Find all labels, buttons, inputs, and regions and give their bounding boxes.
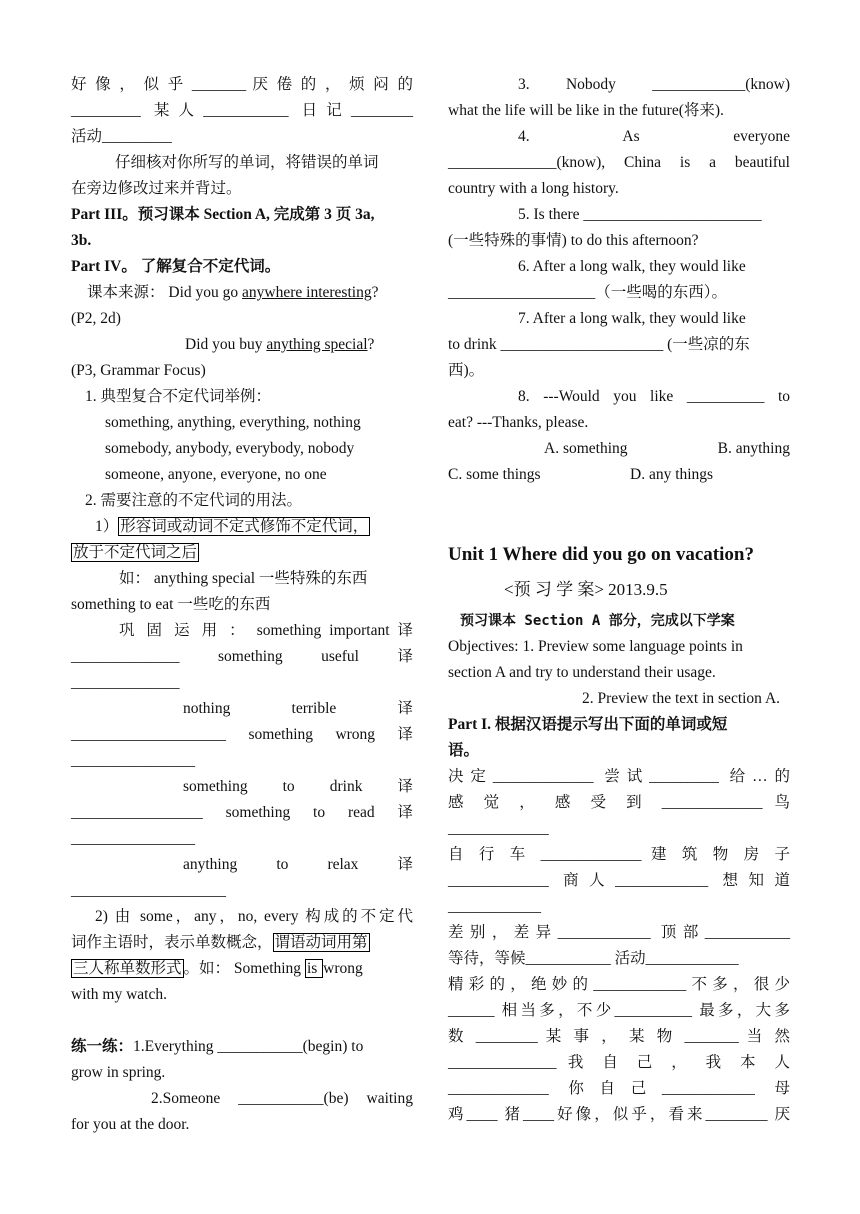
vocab-line: 数 ________ 某 事 ， 某 物 _______ 当 然 [448, 1028, 790, 1045]
example-line: something, anything, everything, nothing [105, 414, 361, 431]
practice-line: 巩 固 运 用 ： something important 译 [119, 622, 413, 639]
boxed-text: 放于不定代词之后 [73, 544, 198, 561]
drill-2-cont: for you at the door. [71, 1116, 190, 1133]
question-6: 6. After a long walk, they would like [518, 258, 746, 275]
vocab-line: _____________ 你自己____________ 母 [448, 1080, 790, 1097]
vocab-line: _____________ 商人____________ 想知道 [448, 872, 790, 889]
objectives-line: Objectives: 1. Preview some language points in [448, 638, 743, 655]
objectives-line: section A and try to understand their usage. [448, 664, 716, 681]
source-line-1: 课本来源： Did you go anywhere interesting? [87, 284, 379, 301]
part-iv-heading: Part IV。 了解复合不定代词。 [71, 258, 281, 275]
rule-1-cont [71, 540, 413, 566]
vocab-line: 自 行 车 _____________ 建 筑 物 房 子 [448, 846, 790, 863]
unit-title: Unit 1 Where did you go on vacation? [448, 544, 754, 565]
drill-1: 练一练：1.Everything ___________(begin) to [71, 1038, 364, 1055]
question-6-cont: ___________________（一些喝的东西）。 [448, 284, 728, 301]
question-7-cont: to drink _____________________ (一些凉的东 [448, 336, 750, 353]
question-4: 4. As everyone [518, 128, 790, 145]
note-title: 2. 需要注意的不定代词的用法。 [85, 492, 303, 509]
practice-line: ______________ [71, 674, 180, 691]
rule-1: 1） 形容词或动词不定式修饰不定代词， [95, 518, 369, 535]
question-4-cont: country with a long history. [448, 180, 619, 197]
right-column [448, 72, 790, 1128]
left-column [71, 72, 413, 1138]
practice-line: nothing terrible 译 [183, 700, 413, 717]
example-eg: 如： anything special 一些特殊的东西 [119, 570, 368, 587]
practice-line: ______________ something useful 译 [71, 648, 413, 665]
text-line: 活动_________ [71, 128, 172, 145]
vocab-line: 鸡____ 猪____好像，似乎，看来________ 厌 [448, 1106, 790, 1123]
example-title: 1. 典型复合不定代词举例： [85, 388, 272, 405]
instruction-line: 仔细核对你所写的单词，将错误的单词 [115, 154, 379, 171]
source-ref-2: (P3, Grammar Focus) [71, 362, 206, 379]
vocab-line: _____________ [448, 820, 549, 837]
practice-line: ________________ [71, 830, 195, 847]
instruction-heading: 预习课本 Section A 部分，完成以下学案 [460, 613, 735, 629]
vocab-line: 等待，等候___________ 活动____________ [448, 950, 739, 967]
rule-2-cont: 三人称单数形式 。如： Something is wrong [73, 960, 363, 977]
option-a: A. something [544, 440, 628, 457]
practice-line: something to drink 译 [183, 778, 413, 795]
vocab-line: 决定_____________ 尝试_________ 给…的 [448, 768, 790, 785]
practice-line: _________________ something to read 译 [71, 804, 413, 821]
question-8-cont: eat? ---Thanks, please. [448, 414, 589, 431]
practice-line: ____________________ [71, 882, 226, 899]
boxed-text: 谓语动词用第 [274, 934, 368, 951]
part-i-heading-cont: 语。 [448, 742, 480, 759]
text-line: _________ 某人___________ 日记________ [71, 102, 413, 119]
vocab-line: ____________ [448, 898, 541, 915]
part-i-heading: Part I. 根据汉语提示写出下面的单词或短 [448, 716, 728, 733]
question-3-cont: what the life will be like in the future(将来). [448, 102, 724, 119]
question-7: 7. After a long walk, they would like [518, 310, 746, 327]
question-8-options [448, 462, 790, 488]
drill-2: 2.Someone ___________(be) waiting [151, 1090, 413, 1107]
vocab-line: 差别，差异____________ 顶部___________ [448, 924, 790, 941]
part-iii-heading: Part III。预习课本 Section A, 完成第 3 页 3a, [71, 206, 375, 223]
source-line-2: Did you buy anything special? [185, 336, 375, 353]
text-line: 好 像 ， 似 乎 _______ 厌 倦 的 ， 烦 闷 的 [71, 76, 413, 93]
practice-line: anything to relax 译 [183, 856, 413, 873]
rule-2: 2) 由 some，any，no, every 构成的不定代 [95, 908, 413, 925]
boxed-text: is [306, 960, 322, 977]
rule-2-cont: with my watch. [71, 986, 167, 1003]
part-iii-heading-cont: 3b. [71, 232, 92, 249]
drill-1-cont: grow in spring. [71, 1064, 166, 1081]
sub-title: <预 习 学 案> 2013.9.5 [504, 580, 668, 599]
question-3: 3. Nobody ____________(know) [518, 76, 790, 93]
option-c: C. some things [448, 466, 541, 483]
question-7-cont: 西)。 [448, 362, 485, 379]
vocab-line: 感 觉 ， 感 受 到 _____________ 鸟 [448, 794, 790, 811]
option-b: B. anything [717, 440, 790, 457]
practice-line: ________________ [71, 752, 195, 769]
question-5-cont: (一些特殊的事情) to do this afternoon? [448, 232, 699, 249]
question-5: 5. Is there _______________________ [518, 206, 762, 223]
objectives-line: 2. Preview the text in section A. [582, 690, 781, 707]
boxed-text: 形容词或动词不定式修饰不定代词， [120, 518, 369, 535]
example-line: someone, anyone, everyone, no one [105, 466, 327, 483]
example-eg: something to eat 一些吃的东西 [71, 596, 271, 613]
instruction-line: 在旁边修改过来并背过。 [71, 180, 242, 197]
question-8-options [448, 436, 790, 462]
vocab-line: ______ 相当多，不少__________ 最多，大多 [448, 1002, 790, 1019]
question-8: 8. ---Would you like __________ to [518, 388, 790, 405]
vocab-line: ______________ 我 自 己 ， 我 本 人 [448, 1054, 790, 1071]
question-4-cont: ______________(know), China is a beautiful [448, 154, 790, 171]
vocab-line: 精彩的，绝妙的____________不多，很少 [448, 976, 790, 993]
source-ref-1: (P2, 2d) [71, 310, 121, 327]
practice-line: ____________________ something wrong 译 [71, 726, 413, 743]
boxed-text: 三人称单数形式 [73, 960, 182, 977]
option-d: D. any things [630, 466, 714, 483]
rule-2-cont: 词作主语时，表示单数概念， 谓语动词用第 [71, 934, 368, 951]
example-line: somebody, anybody, everybody, nobody [105, 440, 355, 457]
